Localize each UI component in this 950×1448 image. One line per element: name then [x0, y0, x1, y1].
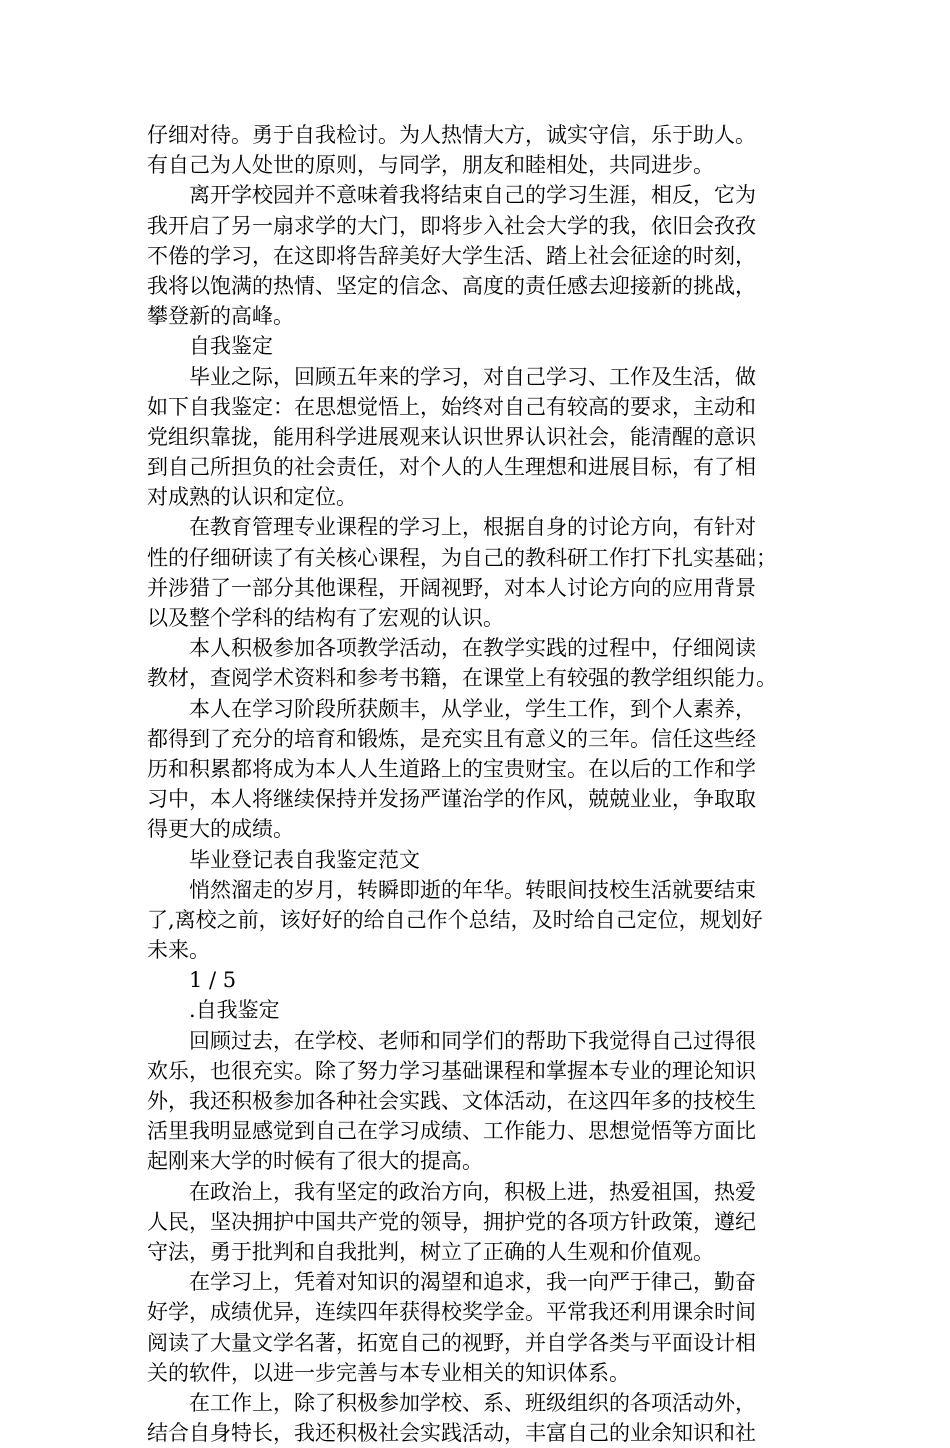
text-line: 本人在学习阶段所获颇丰，从学业，学生工作，到个人素养， — [189, 696, 756, 721]
text-line: .自我鉴定 — [189, 998, 280, 1023]
text-line: 在学习上，凭着对知识的渴望和追求，我一向严于律己，勤奋 — [189, 1270, 756, 1295]
text-line: 好学，成绩优异，连续四年获得校奖学金。平常我还利用课余时间 — [147, 1300, 756, 1325]
text-line: 关的软件，以进一步完善与本专业相关的知识体系。 — [147, 1360, 630, 1385]
text-line: 有自己为人处世的原则，与同学，朋友和睦相处，共同进步。 — [147, 153, 714, 178]
text-line: 守法，勇于批判和自我批判，树立了正确的人生观和价值观。 — [147, 1239, 714, 1264]
text-line: 以及整个学科的结构有了宏观的认识。 — [147, 606, 504, 630]
text-line: 结合自身特长，我还积极社会实践活动，丰富自己的业余知识和社 — [147, 1421, 756, 1446]
text-line: 在工作上，除了积极参加学校、系、班级组织的各项活动外， — [189, 1390, 756, 1415]
text-line: 外，我还积极参加各种社会实践、文体活动，在这四年多的技校生 — [147, 1089, 756, 1113]
text-line: 回顾过去，在学校、老师和同学们的帮助下我觉得自己过得很 — [189, 1028, 756, 1053]
text-line: 了,离校之前，该好好的给自己作个总结，及时给自己定位，规划好 — [147, 907, 763, 932]
text-line: 悄然溜走的岁月，转瞬即逝的年华。转眼间技校生活就要结束 — [189, 877, 756, 902]
text-line: 人民，坚决拥护中国共产党的领导，拥护党的各项方针政策，遵纪 — [147, 1209, 756, 1234]
text-line: 对成熟的认识和定位。 — [147, 485, 357, 510]
text-line: 性的仔细研读了有关核心课程，为自己的教科研工作打下扎实基础； — [147, 545, 777, 570]
text-line: 阅读了大量文学名著，拓宽自己的视野，并自学各类与平面设计相 — [147, 1330, 756, 1355]
text-line: 在政治上，我有坚定的政治方向，积极上进，热爱祖国，热爱 — [189, 1179, 756, 1204]
text-line: 教材，查阅学术资料和参考书籍，在课堂上有较强的教学组织能力。 — [147, 666, 777, 691]
text-line: 历和积累都将成为本人人生道路上的宝贵财宝。在以后的工作和学 — [147, 756, 756, 781]
text-line: 到自己所担负的社会责任，对个人的人生理想和进展目标，有了相 — [147, 455, 756, 480]
text-line: 自我鉴定 — [189, 334, 273, 359]
text-line: 仔细对待。勇于自我检讨。为人热情大方，诚实守信，乐于助人。 — [147, 123, 756, 147]
text-line: 我将以饱满的热情、坚定的信念、高度的责任感去迎接新的挑战， — [147, 273, 756, 298]
text-line: 在教育管理专业课程的学习上，根据自身的讨论方向，有针对 — [189, 515, 756, 540]
text-line: 毕业之际，回顾五年来的学习，对自己学习、工作及生活，做 — [189, 364, 756, 389]
text-line: 党组织靠拢，能用科学进展观来认识世界认识社会，能清醒的意识 — [147, 424, 756, 449]
text-line: 攀登新的高峰。 — [147, 304, 294, 329]
text-line: 起刚来大学的时候有了很大的提高。 — [147, 1149, 483, 1174]
text-line: 习中，本人将继续保持并发扬严谨治学的作风，兢兢业业，争取取 — [147, 787, 756, 812]
text-line: 本人积极参加各项教学活动，在教学实践的过程中，仔细阅读 — [189, 636, 756, 661]
text-line: 毕业登记表自我鉴定范文 — [189, 847, 420, 872]
text-line: 欢乐，也很充实。除了努力学习基础课程和掌握本专业的理论知识 — [147, 1058, 756, 1083]
text-line: 活里我明显感觉到自己在学习成绩、工作能力、思想觉悟等方面比 — [147, 1119, 756, 1144]
document-body — [147, 120, 807, 1448]
text-line: 未来。 — [147, 938, 210, 963]
text-line: 并涉猎了一部分其他课程，开阔视野，对本人讨论方向的应用背景 — [147, 575, 756, 600]
text-line: 如下自我鉴定：在思想觉悟上，始终对自己有较高的要求，主动和 — [147, 394, 756, 419]
text-line: 不倦的学习，在这即将告辞美好大学生活、踏上社会征途的时刻， — [147, 243, 756, 268]
text-line: 我开启了另一扇求学的大门，即将步入社会大学的我，依旧会孜孜 — [147, 213, 756, 238]
text-line: 1 / 5 — [189, 968, 237, 993]
text-line: 离开学校园并不意味着我将结束自己的学习生涯，相反，它为 — [189, 183, 756, 208]
text-line: 得更大的成绩。 — [147, 817, 294, 842]
text-line: 都得到了充分的培育和锻炼，是充实且有意义的三年。信任这些经 — [147, 726, 756, 751]
